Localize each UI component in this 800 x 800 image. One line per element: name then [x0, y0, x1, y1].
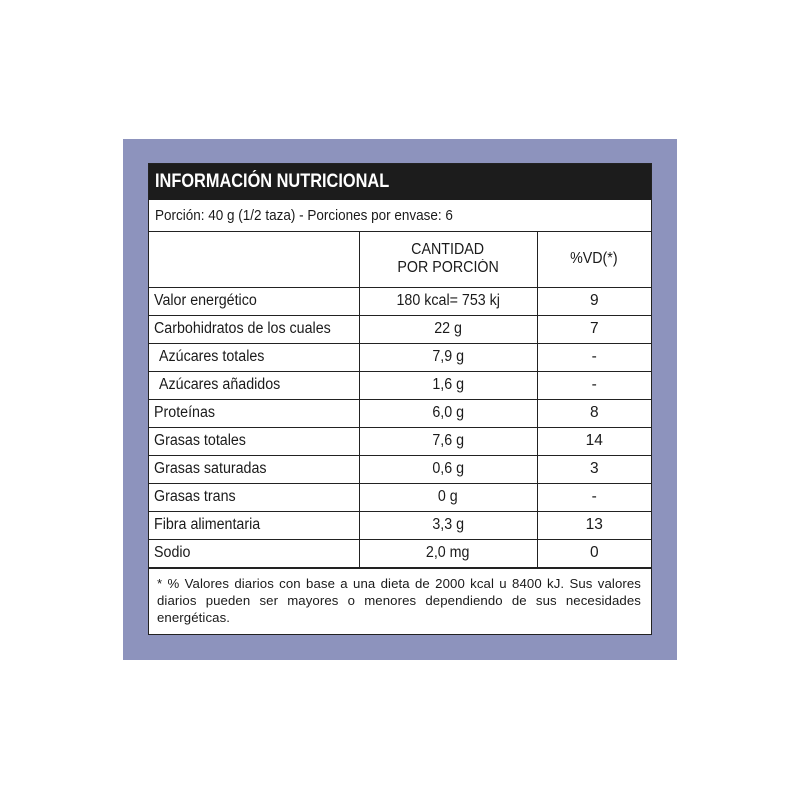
nutrient-name: Grasas saturadas — [149, 455, 359, 483]
label-title: INFORMACIÓN NUTRICIONAL — [149, 164, 651, 200]
portion-info: Porción: 40 g (1/2 taza) - Porciones por envase: 6 — [149, 200, 651, 232]
nutrient-dv: - — [537, 483, 651, 511]
nutrient-dv: 13 — [537, 511, 651, 539]
nutrition-facts-panel — [148, 163, 652, 635]
nutrient-dv: 9 — [537, 287, 651, 315]
table-row — [149, 539, 651, 567]
nutrient-name: Fibra alimentaria — [149, 511, 359, 539]
nutrient-name: Proteínas — [149, 399, 359, 427]
nutrient-amount: 1,6 g — [359, 371, 537, 399]
nutrient-dv: 14 — [537, 427, 651, 455]
nutrient-name: Azúcares totales — [149, 343, 359, 371]
nutrient-dv: 7 — [537, 315, 651, 343]
table-row — [149, 315, 651, 343]
nutrient-dv: 8 — [537, 399, 651, 427]
nutrient-dv: - — [537, 371, 651, 399]
table-header — [149, 232, 651, 287]
table-row — [149, 371, 651, 399]
header-amount: CANTIDAD POR PORCIÓN — [359, 232, 537, 287]
table-row — [149, 427, 651, 455]
nutrition-table — [149, 232, 651, 568]
nutrient-name: Carbohidratos de los cuales — [149, 315, 359, 343]
nutrient-amount: 180 kcal= 753 kj — [359, 287, 537, 315]
nutrient-dv: - — [537, 343, 651, 371]
nutrient-amount: 3,3 g — [359, 511, 537, 539]
table-row — [149, 511, 651, 539]
table-row — [149, 287, 651, 315]
nutrient-amount: 22 g — [359, 315, 537, 343]
nutrient-dv: 0 — [537, 539, 651, 567]
nutrient-name: Valor energético — [149, 287, 359, 315]
table-row — [149, 399, 651, 427]
nutrient-amount: 2,0 mg — [359, 539, 537, 567]
nutrient-name: Grasas trans — [149, 483, 359, 511]
table-row — [149, 343, 651, 371]
nutrient-name: Grasas totales — [149, 427, 359, 455]
footnote: * % Valores diarios con base a una dieta de 2000 kcal u 8400 kJ. Sus valores diarios pueden ser mayores o menores dependiendo de sus necesidades energéticas. — [149, 568, 651, 634]
nutrient-name: Azúcares añadidos — [149, 371, 359, 399]
nutrient-dv: 3 — [537, 455, 651, 483]
nutrient-name: Sodio — [149, 539, 359, 567]
nutrient-amount: 7,6 g — [359, 427, 537, 455]
header-dv: %VD(*) — [537, 232, 651, 287]
nutrient-amount: 0,6 g — [359, 455, 537, 483]
table-row — [149, 455, 651, 483]
nutrient-amount: 6,0 g — [359, 399, 537, 427]
header-empty — [149, 232, 359, 287]
nutrient-amount: 7,9 g — [359, 343, 537, 371]
table-row — [149, 483, 651, 511]
nutrient-amount: 0 g — [359, 483, 537, 511]
